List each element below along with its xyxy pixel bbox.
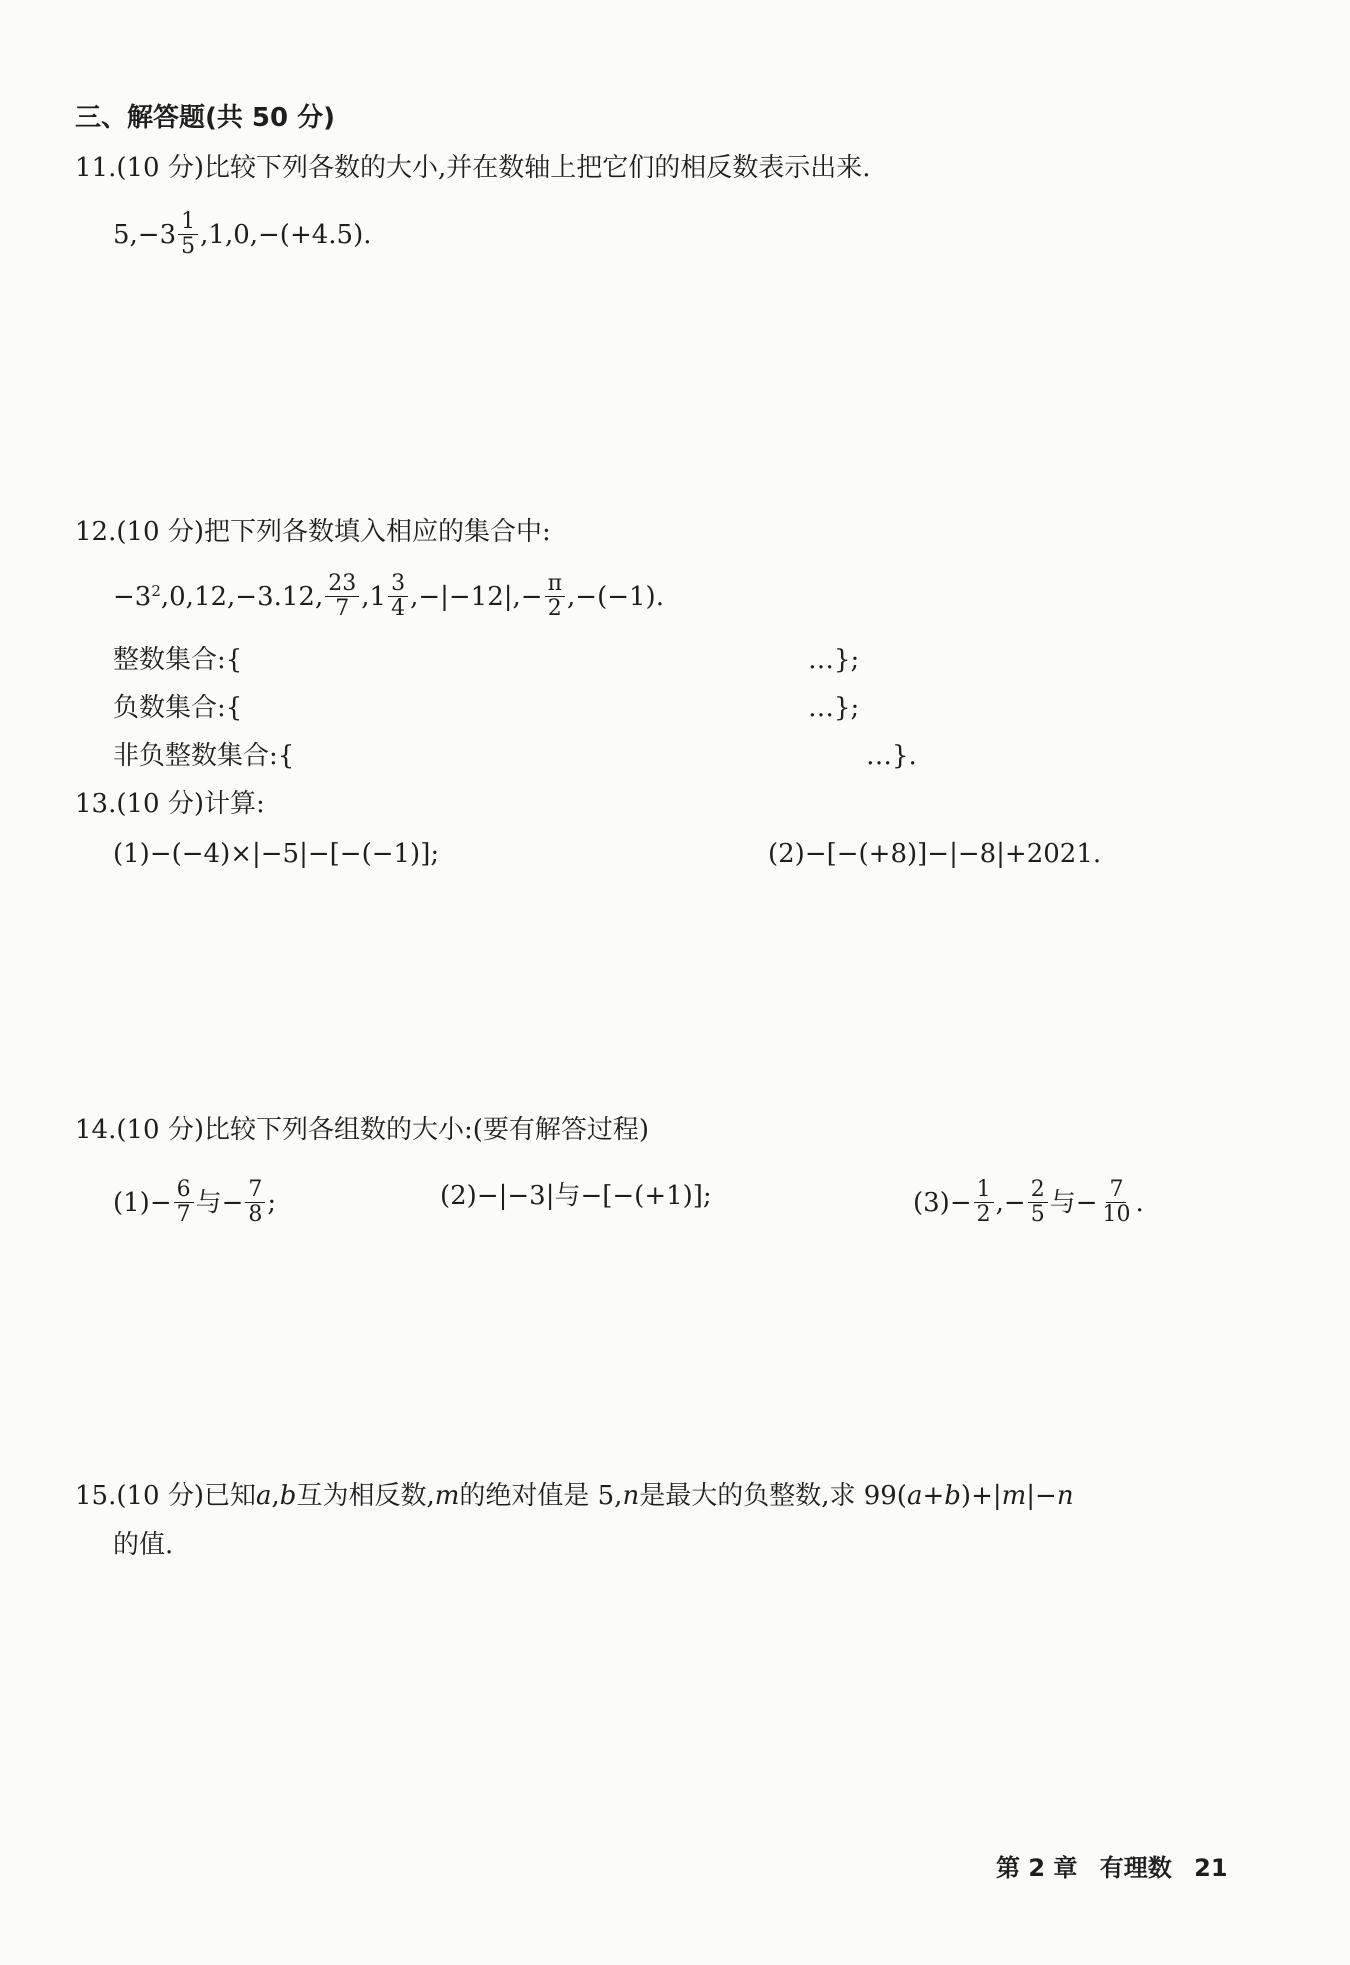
set-negative-end: …}; xyxy=(808,693,860,723)
q12-frac2-den: 4 xyxy=(391,596,406,621)
q15-var-m2: m xyxy=(1001,1481,1027,1511)
set-nonneg-integer-label: 非负整数集合:{ xyxy=(113,741,295,771)
q14-p1-f2-num: 7 xyxy=(245,1178,265,1203)
q14-part1 xyxy=(113,1178,276,1227)
q11-frac-num: 1 xyxy=(178,210,198,235)
q14-part3 xyxy=(913,1178,1144,1227)
q15-line1 xyxy=(75,1478,1074,1514)
q14-p3-a: (3)− xyxy=(913,1187,972,1218)
page-footer xyxy=(996,1853,1242,1883)
q15-var-a2: a xyxy=(906,1481,923,1511)
q12-frac1-num: 23 xyxy=(325,572,359,597)
q15-var-a: a xyxy=(256,1481,272,1511)
q11-text: 11.(10 分)比较下列各数的大小,并在数轴上把它们的相反数表示出来. xyxy=(75,153,871,183)
section-title: 三、解答题(共 50 分) xyxy=(75,103,336,133)
q14-p1-b: 与− xyxy=(195,1187,244,1218)
set-negative-label: 负数集合:{ xyxy=(113,693,243,723)
q15-a5: 是最大的负整数,求 99( xyxy=(639,1481,907,1511)
q15-var-n: n xyxy=(622,1481,640,1511)
q11-numbers xyxy=(113,210,372,259)
page-number: 21 xyxy=(1194,1854,1228,1882)
q12-numbers xyxy=(113,572,664,621)
q12-fraction-1 xyxy=(325,572,359,621)
q15-line2: 的值. xyxy=(113,1530,174,1560)
q13-part1: (1)−(−4)×|−5|−[−(−1)]; xyxy=(113,839,440,869)
q12-part5: ,−(−1). xyxy=(567,581,664,612)
q15-var-b: b xyxy=(279,1481,297,1511)
q15-var-m: m xyxy=(434,1481,460,1511)
q12-text: 12.(10 分)把下列各数填入相应的集合中: xyxy=(75,517,551,547)
set-integer-label: 整数集合:{ xyxy=(113,645,243,675)
q12-part1: −3 xyxy=(113,581,152,612)
q14-p3-fraction-3 xyxy=(1099,1178,1133,1227)
q14-p1-a: (1)− xyxy=(113,1187,172,1218)
q12-fraction-3 xyxy=(545,572,565,621)
q12-frac3-num: π xyxy=(545,572,565,597)
q14-p3-f3-num: 7 xyxy=(1106,1178,1126,1203)
q11-nums-a: 5,−3 xyxy=(113,219,177,250)
q14-p3-fraction-1 xyxy=(974,1178,994,1227)
q14-p3-f1-num: 1 xyxy=(974,1178,994,1203)
q11-fraction xyxy=(178,210,198,259)
q11-frac-den: 5 xyxy=(181,234,196,259)
q12-exponent: 2 xyxy=(151,581,161,600)
q15-a7: )+| xyxy=(960,1481,1002,1511)
q14-p3-f3-den: 10 xyxy=(1102,1202,1131,1227)
q14-p1-f1-num: 6 xyxy=(174,1178,194,1203)
q11-nums-b: ,1,0,−(+4.5). xyxy=(200,219,372,250)
set-nonneg-integer-end: …}. xyxy=(866,741,917,771)
q15-a4: 的绝对值是 5, xyxy=(459,1481,623,1511)
q14-part2: (2)−|−3|与−[−(+1)]; xyxy=(440,1181,712,1211)
footer-title: 有理数 xyxy=(1099,1854,1172,1882)
q15-a3: 互为相反数, xyxy=(296,1481,435,1511)
q15-a2: , xyxy=(271,1481,280,1511)
q15-var-n2: n xyxy=(1056,1481,1074,1511)
q12-fraction-2 xyxy=(388,572,408,621)
q13-part2: (2)−[−(+8)]−|−8|+2021. xyxy=(768,839,1102,869)
set-integer-end: …}; xyxy=(808,645,860,675)
q14-p3-f1-den: 2 xyxy=(976,1202,991,1227)
q14-p1-f1-den: 7 xyxy=(176,1202,191,1227)
q14-p3-f2-num: 2 xyxy=(1028,1178,1048,1203)
q14-p3-f2-den: 5 xyxy=(1030,1202,1045,1227)
q14-p1-f2-den: 8 xyxy=(248,1202,263,1227)
q12-part3: ,1 xyxy=(361,581,387,612)
q14-text: 14.(10 分)比较下列各组数的大小:(要有解答过程) xyxy=(75,1115,650,1145)
q14-p3-b: ,− xyxy=(995,1187,1026,1218)
q13-text: 13.(10 分)计算: xyxy=(75,789,265,819)
q15-a1: 15.(10 分)已知 xyxy=(75,1481,256,1511)
q12-part4: ,−|−12|,− xyxy=(410,581,543,612)
q12-part2: ,0,12,−3.12, xyxy=(160,581,324,612)
q12-frac3-den: 2 xyxy=(547,596,562,621)
q14-p3-c: 与− xyxy=(1049,1187,1098,1218)
q14-p3-fraction-2 xyxy=(1028,1178,1048,1227)
q14-p3-d: . xyxy=(1135,1187,1144,1218)
q14-p1-fraction-1 xyxy=(174,1178,194,1227)
q15-a8: |− xyxy=(1026,1481,1057,1511)
q14-p1-fraction-2 xyxy=(245,1178,265,1227)
q12-frac2-num: 3 xyxy=(388,572,408,597)
q15-var-b2: b xyxy=(944,1481,961,1511)
footer-chapter: 第 2 章 xyxy=(996,1854,1078,1882)
q12-frac1-den: 7 xyxy=(335,596,350,621)
q15-a6: + xyxy=(922,1481,945,1511)
q14-p1-c: ; xyxy=(267,1187,277,1218)
